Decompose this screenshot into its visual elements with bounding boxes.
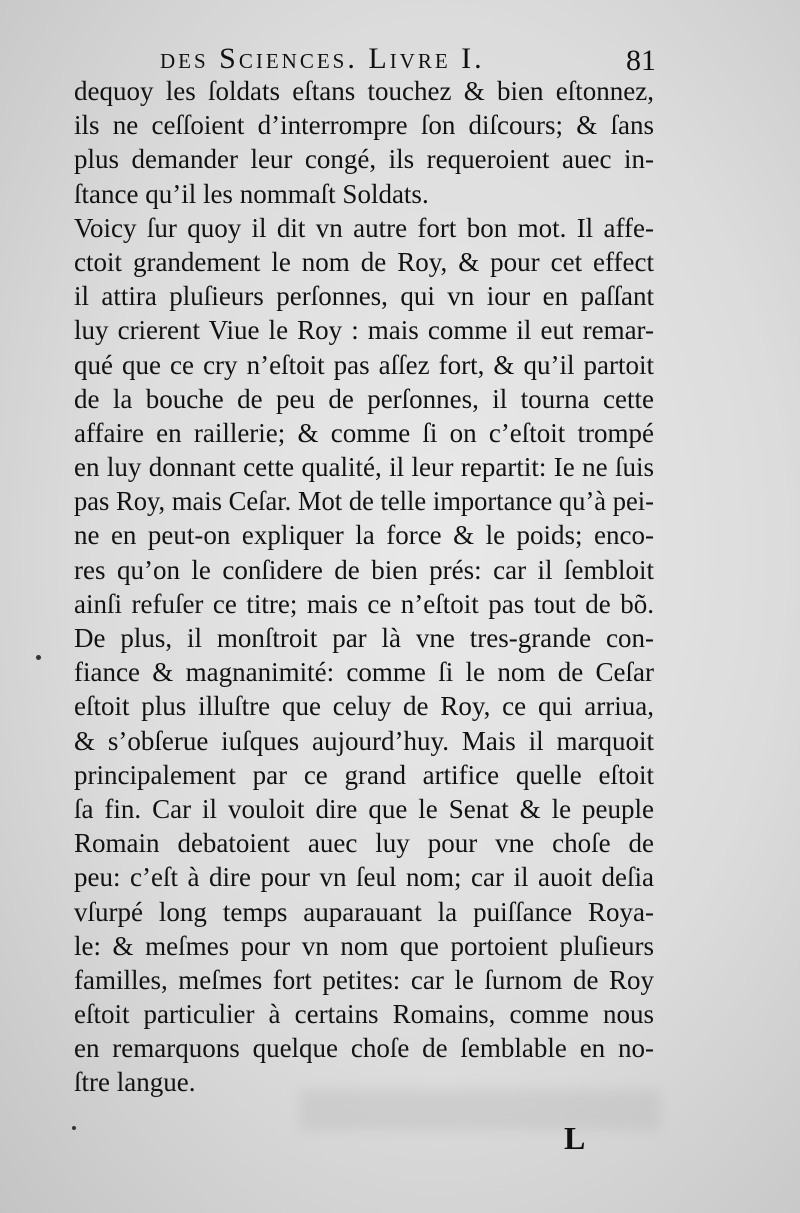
text-line-content: affaire en raillerie; & comme ſi on c’eſtoit trompé [74,417,654,448]
text-line-content: il attira pluſieurs perſonnes, qui vn iour en paſſant [74,281,654,312]
text-line [74,416,654,450]
catchword: L [564,1120,586,1156]
text-line [74,929,654,963]
text-line [74,211,654,245]
text-line-content: eſtoit particulier à certains Romains, comme nous [74,999,654,1030]
text-line [74,313,654,347]
text-line-content: & s’obſerue iuſques aujourd’huy. Mais il marquoit [74,725,654,756]
text-line-content: ctoit grandement le nom de Roy, & pour cet effect [74,246,654,277]
text-line-content: luy crierent Viue le Roy : mais comme il eut remar- [74,315,654,346]
text-line-content: ainſi refuſer ce titre; mais ce n’eſtoit pas tout de bõ. [74,588,654,619]
text-line-content: ils ne ceſſoient d’interrompre ſon diſcours; & ſans [74,110,654,141]
body-text [74,74,654,1100]
text-line-content: eſtoit plus illuſtre que celuy de Roy, ce qui arriua, [74,691,654,722]
text-line-content: ne en peut-on expliquer la force & le poids; enco- [74,520,654,551]
text-line [74,518,654,552]
text-line-content: dequoy les ſoldats eſtans touchez & bien eſtonnez, [74,76,654,106]
text-line [74,1065,654,1099]
text-line [74,621,654,655]
text-line-content: ſa fin. Car il vouloit dire que le Senat & le peuple [74,793,654,824]
text-line [74,587,654,621]
text-line-content: plus demander leur congé, ils requeroient auec in- [74,144,654,175]
text-line-content: pas Roy, mais Ceſar. Mot de telle importance qu’à pei- [74,486,654,517]
text-line [74,484,654,518]
text-line-content: Romain debatoient auec luy pour vne choſe de [74,828,654,859]
text-line [74,655,654,689]
text-line [74,758,654,792]
text-line [74,860,654,894]
page-number: 81 [626,44,656,77]
text-line [74,108,654,142]
text-line [74,997,654,1031]
text-line [74,382,654,416]
running-head: des Sciences. Livre I. [160,42,485,75]
text-line [74,142,654,176]
text-line [74,826,654,860]
text-line [74,1031,654,1065]
text-line-content: Voicy ſur quoy il dit vn autre fort bon mot. Il affe- [74,212,654,243]
text-line [74,279,654,313]
text-line [74,177,654,211]
text-line-content: fiance & magnanimité: comme ſi le nom de Ceſar [74,657,654,688]
text-line [74,450,654,484]
text-line-content: principalement par ce grand artifice quelle eſtoit [74,759,654,790]
text-line-content: ſtance qu’il les nommaſt Soldats. [74,178,429,209]
text-line [74,245,654,279]
text-line [74,689,654,723]
text-line-content: en luy donnant cette qualité, il leur repartit: Ie ne ſuis [74,452,654,483]
text-line-content: familles, meſmes fort petites: car le ſurnom de Roy [74,964,654,995]
text-line-content: De plus, il monſtroit par là vne tres-grande con- [74,623,654,653]
text-line-content: le: & meſmes pour vn nom que portoient pluſieurs [74,930,654,961]
text-line [74,792,654,826]
text-line [74,74,654,108]
text-line [74,963,654,997]
text-line-content: vſurpé long temps auparauant la puiſſance Roya- [74,896,654,927]
text-line [74,553,654,587]
text-line-content: peu: c’eſt à dire pour vn ſeul nom; car il auoit deſia [74,862,654,893]
text-line-content: qué que ce cry n’eſtoit pas aſſez fort, & qu’il partoit [74,349,654,380]
ink-speck [36,655,41,660]
text-line-content: ſtre langue. [74,1067,196,1098]
text-line-content: res qu’on le conſidere de bien prés: car il ſembloit [74,554,654,585]
text-line [74,895,654,929]
text-line-content: de la bouche de peu de perſonnes, il tourna cette [74,383,654,414]
text-line [74,348,654,382]
ink-speck [72,1126,76,1130]
text-line [74,724,654,758]
text-line-content: en remarquons quelque choſe de ſemblable en no- [74,1033,654,1064]
